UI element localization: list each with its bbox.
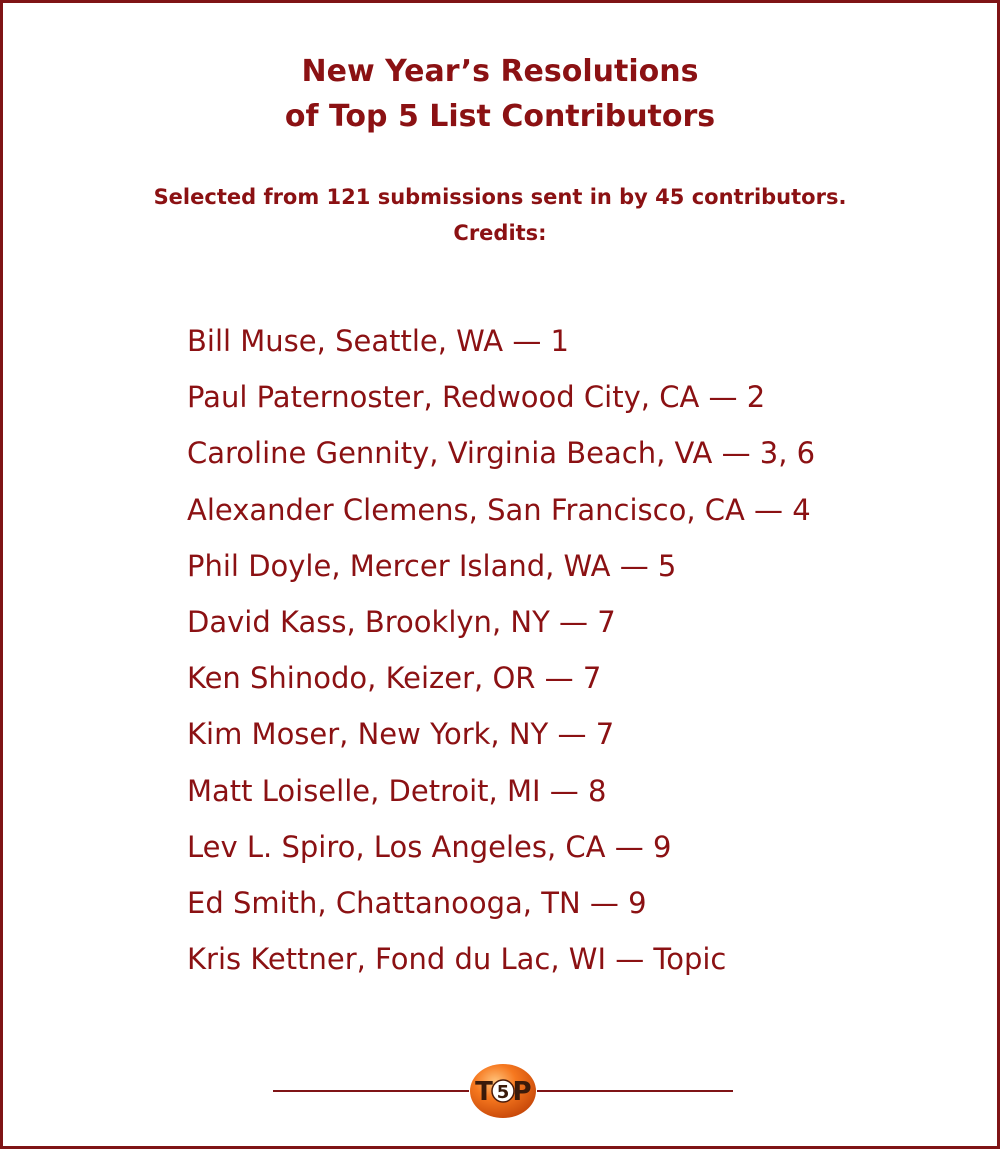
title-line-2: of Top 5 List Contributors [284, 99, 716, 134]
logo-letter-p: P [512, 1077, 532, 1107]
list-item: Phil Doyle, Mercer Island, WA — 5 [187, 548, 677, 583]
list-item: Paul Paternoster, Redwood City, CA — 2 [187, 380, 766, 415]
submissions-summary: Selected from 121 submissions sent in by 45 contributors. [153, 185, 847, 209]
list-item: Caroline Gennity, Virginia Beach, VA — 3, 6 [187, 436, 816, 471]
list-item: David Kass, Brooklyn, NY — 7 [187, 605, 616, 640]
list-item: Matt Loiselle, Detroit, MI — 8 [187, 773, 607, 808]
logo-number-5: 5 [496, 1082, 510, 1103]
list-item: Kris Kettner, Fond du Lac, WI — Topic [187, 942, 727, 977]
list-item: Kim Moser, New York, NY — 7 [187, 717, 615, 752]
list-item: Bill Muse, Seattle, WA — 1 [187, 324, 569, 358]
footer-divider-right [537, 1090, 733, 1092]
subtitle [3, 179, 997, 251]
credits-heading: Credits: [453, 221, 547, 245]
footer-divider-left [273, 1090, 469, 1092]
list-item: Alexander Clemens, San Francisco, CA — 4 [187, 492, 811, 527]
list-item: Ken Shinodo, Keizer, OR — 7 [187, 661, 602, 696]
list-item: Ed Smith, Chattanooga, TN — 9 [187, 886, 647, 921]
page-title [3, 49, 997, 139]
list-item: Lev L. Spiro, Los Angeles, CA — 9 [187, 829, 672, 864]
credits-list [187, 313, 815, 987]
logo-letter-t: T [475, 1077, 493, 1107]
top5-logo-icon [469, 1063, 537, 1119]
title-line-1: New Year’s Resolutions [301, 54, 699, 89]
